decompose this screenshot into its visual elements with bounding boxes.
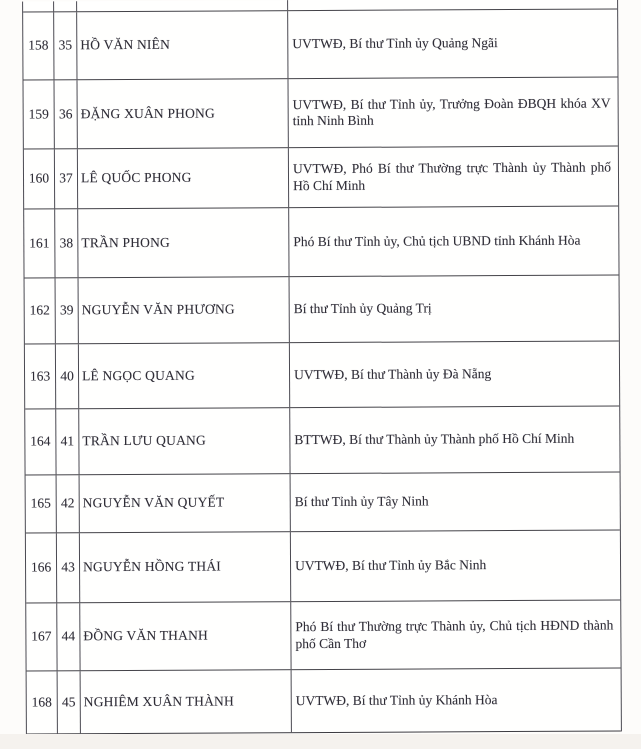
position-cell [292, 668, 621, 732]
name-cell: TRẦN LƯU QUANG [79, 408, 290, 474]
row-subnumber-cell: 36 [54, 80, 77, 148]
roster-table [22, 0, 622, 735]
position-cell [291, 530, 620, 601]
position-text: Bí thư Tỉnh ủy Tây Ninh [294, 493, 429, 510]
position-cell [290, 406, 619, 473]
position-text: BTTWĐ, Bí thư Thành ủy Thành phố Hồ Chí Minh [294, 430, 575, 448]
row-subnumber-cell: 41 [56, 409, 79, 474]
position-cell [290, 275, 619, 342]
row-subnumber-cell: 37 [55, 149, 78, 208]
row-subnumber-cell: 42 [57, 475, 80, 532]
row-subnumber-cell: 38 [55, 209, 78, 277]
table-row [24, 146, 618, 209]
position-text: Phó Bí thư Tỉnh ủy, Chủ tịch UBND tỉnh Khánh Hòa [293, 232, 581, 249]
name-cell: NGUYỄN HỒNG THÁI [80, 532, 291, 602]
table-row [25, 406, 619, 475]
row-subnumber-cell: 35 [54, 12, 77, 79]
row-subnumber-cell: 45 [58, 671, 81, 733]
table-row [26, 530, 620, 603]
position-cell [291, 600, 620, 669]
row-number-cell: 161 [24, 209, 55, 277]
name-cell: LÊ QUỐC PHONG [78, 148, 289, 208]
name-cell: ĐỒNG VĂN THANH [80, 602, 291, 670]
position-text: Phó Bí thư Thường trực Thành ủy, Chủ tịch HĐND thành phố Cần Thơ [295, 617, 614, 651]
name-cell: ĐẶNG XUÂN PHONG [77, 79, 288, 148]
row-subnumber-cell: 39 [56, 278, 79, 343]
position-text: UVTWĐ, Bí thư Thành ủy Đà Nẵng [294, 365, 492, 382]
row-number-cell: 164 [25, 409, 56, 474]
row-number-cell: 163 [25, 344, 56, 408]
position-cell [289, 206, 618, 276]
row-number-cell: 162 [25, 278, 56, 343]
position-cell [288, 77, 617, 147]
row-number-cell: 158 [23, 12, 54, 79]
position-text: UVTWĐ, Phó Bí thư Thường trực Thành ủy Thành phố Hồ Chí Minh [292, 159, 611, 193]
row-number-cell: 165 [26, 475, 57, 532]
position-cell [288, 9, 617, 78]
name-cell [77, 0, 288, 11]
row-number-cell [23, 1, 54, 11]
table-row [24, 206, 618, 278]
row-number-cell: 166 [26, 533, 57, 602]
table-row [23, 77, 617, 149]
row-number-cell: 160 [24, 149, 55, 208]
row-number-cell: 168 [27, 671, 58, 733]
row-subnumber-cell: 44 [57, 603, 80, 670]
table-row [27, 668, 621, 734]
table-row [25, 341, 619, 409]
table-row [26, 600, 620, 671]
position-cell [291, 472, 620, 531]
position-text: Bí thư Tỉnh ủy Quảng Trị [293, 300, 432, 317]
name-cell: NGUYỄN VĂN PHƯƠNG [79, 277, 290, 343]
position-cell [289, 146, 618, 207]
table-row [25, 275, 619, 344]
row-subnumber-cell: 43 [57, 533, 80, 602]
row-subnumber-cell [54, 1, 77, 11]
position-text: UVTWĐ, Bí thư Tỉnh ủy Quảng Ngãi [292, 35, 498, 52]
name-cell: LÊ NGỌC QUANG [79, 343, 290, 408]
position-cell [290, 341, 619, 407]
name-cell: NGUYỄN VĂN QUYẾT [80, 474, 291, 532]
name-cell: NGHIÊM XUÂN THÀNH [81, 670, 292, 733]
name-cell: HỒ VĂN NIÊN [77, 11, 288, 79]
position-text: UVTWĐ, Bí thư Tỉnh ủy Khánh Hòa [295, 691, 498, 708]
table-row [23, 9, 617, 80]
table-row [26, 472, 620, 533]
row-number-cell: 159 [23, 80, 54, 148]
row-subnumber-cell: 40 [56, 344, 79, 408]
row-number-cell: 167 [26, 603, 57, 670]
position-text: UVTWĐ, Bí thư Tỉnh ủy Bắc Ninh [295, 557, 487, 574]
page-bottom-margin [0, 734, 641, 749]
position-cell [288, 0, 617, 10]
name-cell: TRẦN PHONG [78, 208, 289, 277]
position-text: UVTWĐ, Bí thư Tỉnh ủy, Trưởng Đoàn ĐBQH khóa XV tỉnh Ninh Bình [292, 95, 611, 129]
